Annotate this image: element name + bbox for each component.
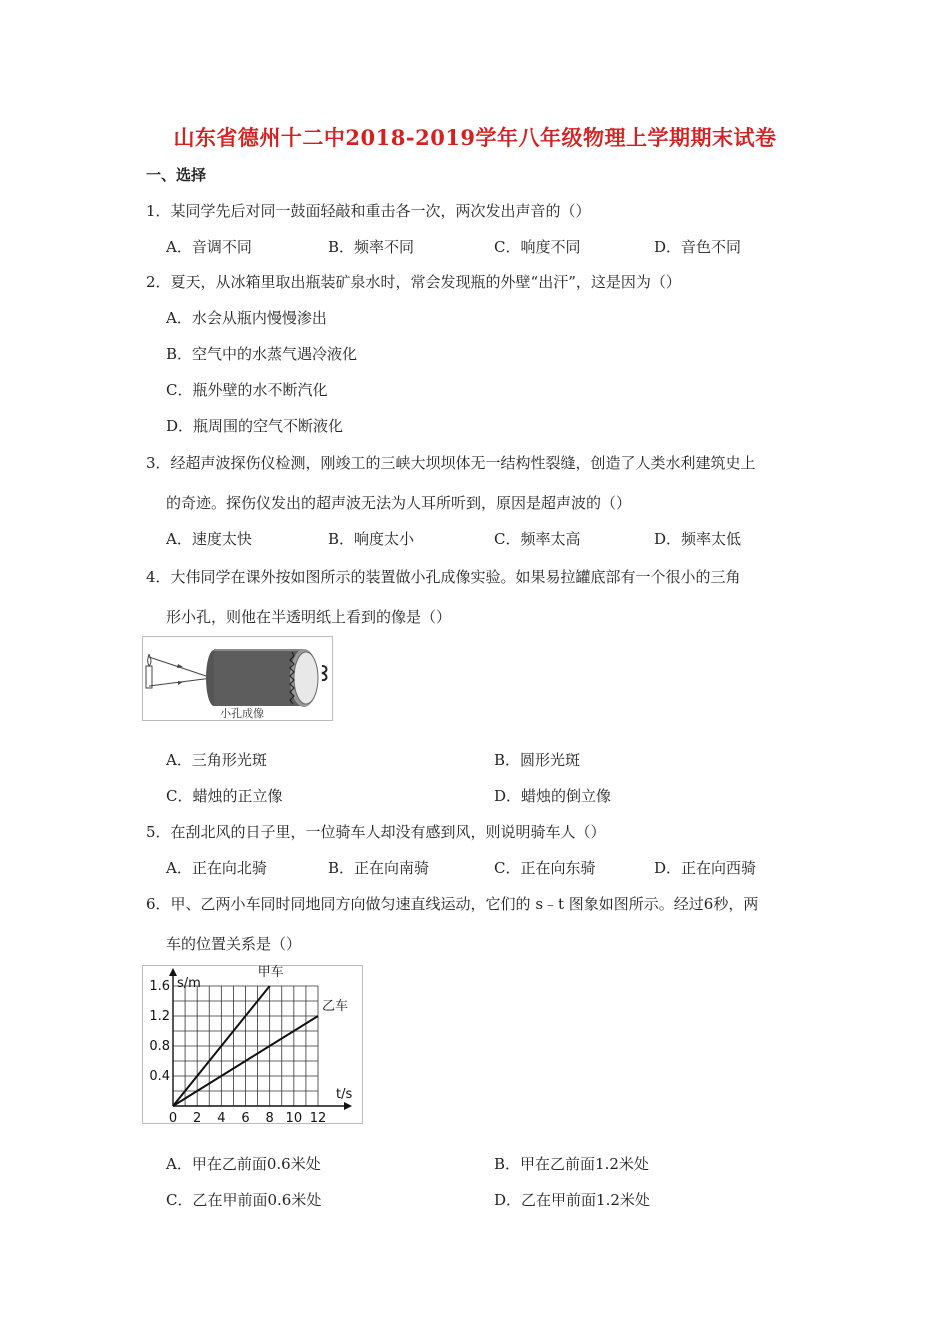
question-2-option-c[interactable]: C．瓶外壁的水不断汽化 — [166, 381, 328, 399]
section-heading: 一、选择 — [146, 166, 207, 184]
series-label-jia: 甲车 — [257, 965, 284, 980]
question-1-option-b[interactable]: B．频率不同 — [328, 238, 415, 256]
y-axis-label: s/m — [177, 976, 201, 991]
x-tick-label: 6 — [241, 1111, 250, 1125]
question-6-option-c[interactable]: C．乙在甲前面0.6米处 — [166, 1191, 322, 1209]
question-1-stem: 1．某同学先后对同一鼓面轻敲和重击各一次，两次发出声音的（） — [146, 202, 591, 220]
s-t-chart — [142, 965, 364, 1125]
question-1-option-a[interactable]: A．音调不同 — [166, 238, 252, 256]
x-tick-label: 2 — [193, 1111, 202, 1125]
x-tick-label: 8 — [265, 1111, 274, 1125]
question-2-option-d[interactable]: D．瓶周围的空气不断液化 — [166, 417, 344, 435]
y-tick-label: 1.6 — [149, 979, 170, 994]
question-5-stem: 5．在刮北风的日子里，一位骑车人却没有感到风，则说明骑车人（） — [146, 823, 606, 841]
chart-frame — [143, 966, 363, 1124]
question-4-stem-line-1: 4．大伟同学在课外按如图所示的装置做小孔成像实验。如果易拉罐底部有一个很小的三角 — [146, 568, 741, 586]
question-5-option-d[interactable]: D．正在向西骑 — [654, 859, 757, 877]
question-4-option-c[interactable]: C．蜡烛的正立像 — [166, 787, 283, 805]
question-3-option-d[interactable]: D．频率太低 — [654, 530, 742, 548]
question-4-stem-line-2: 形小孔，则他在半透明纸上看到的像是（） — [166, 608, 452, 626]
question-3-option-c[interactable]: C．频率太高 — [494, 530, 581, 548]
pinhole-camera-figure — [142, 636, 334, 722]
y-tick-label: 1.2 — [149, 1009, 170, 1024]
can-body — [206, 649, 318, 707]
y-tick-label: 0.8 — [149, 1039, 170, 1054]
series-label-yi: 乙车 — [322, 999, 349, 1014]
question-3-option-a[interactable]: A．速度太快 — [166, 530, 252, 548]
question-5-option-a[interactable]: A．正在向北骑 — [166, 859, 267, 877]
question-4-option-a[interactable]: A．三角形光斑 — [166, 751, 267, 769]
x-tick-label: 12 — [309, 1111, 327, 1125]
question-2-option-b[interactable]: B．空气中的水蒸气遇冷液化 — [166, 345, 358, 363]
question-4-option-d[interactable]: D．蜡烛的倒立像 — [494, 787, 612, 805]
question-2-option-a[interactable]: A．水会从瓶内慢慢渗出 — [166, 309, 327, 327]
question-6-stem-line-1: 6．甲、乙两小车同时同地同方向做匀速直线运动，它们的 s﹣t 图象如图所示。经过6秒，两 — [146, 895, 759, 913]
x-tick-label: 10 — [285, 1111, 303, 1125]
x-tick-label: 4 — [217, 1111, 226, 1125]
page-title: 山东省德州十二中2018-2019学年八年级物理上学期期末试卷 — [173, 125, 777, 150]
question-5-option-c[interactable]: C．正在向东骑 — [494, 859, 596, 877]
question-2-stem: 2．夏天，从冰箱里取出瓶装矿泉水时，常会发现瓶的外壁“出汗”，这是因为（） — [146, 273, 681, 291]
question-3-stem-line-2: 的奇迹。探伤仪发出的超声波无法为人耳所听到，原因是超声波的（） — [166, 494, 632, 512]
question-1-option-d[interactable]: D．音色不同 — [654, 238, 742, 256]
question-4-option-b[interactable]: B．圆形光斑 — [494, 751, 581, 769]
x-tick-label: 0 — [168, 1111, 178, 1125]
question-3-option-b[interactable]: B．响度太小 — [328, 530, 415, 548]
question-6-option-b[interactable]: B．甲在乙前面1.2米处 — [494, 1155, 649, 1173]
question-6-stem-line-2: 车的位置关系是（） — [166, 935, 302, 953]
question-5-option-b[interactable]: B．正在向南骑 — [328, 859, 430, 877]
question-1-option-c[interactable]: C．响度不同 — [494, 238, 581, 256]
question-3-stem-line-1: 3．经超声波探伤仪检测，刚竣工的三峡大坝坝体无一结构性裂缝，创造了人类水利建筑史上 — [146, 454, 756, 472]
figure-caption: 小孔成像 — [220, 707, 264, 720]
y-tick-label: 0.4 — [149, 1069, 170, 1084]
x-axis-label: t/s — [336, 1087, 353, 1102]
question-6-option-a[interactable]: A．甲在乙前面0.6米处 — [166, 1155, 321, 1173]
question-6-option-d[interactable]: D．乙在甲前面1.2米处 — [494, 1191, 650, 1209]
